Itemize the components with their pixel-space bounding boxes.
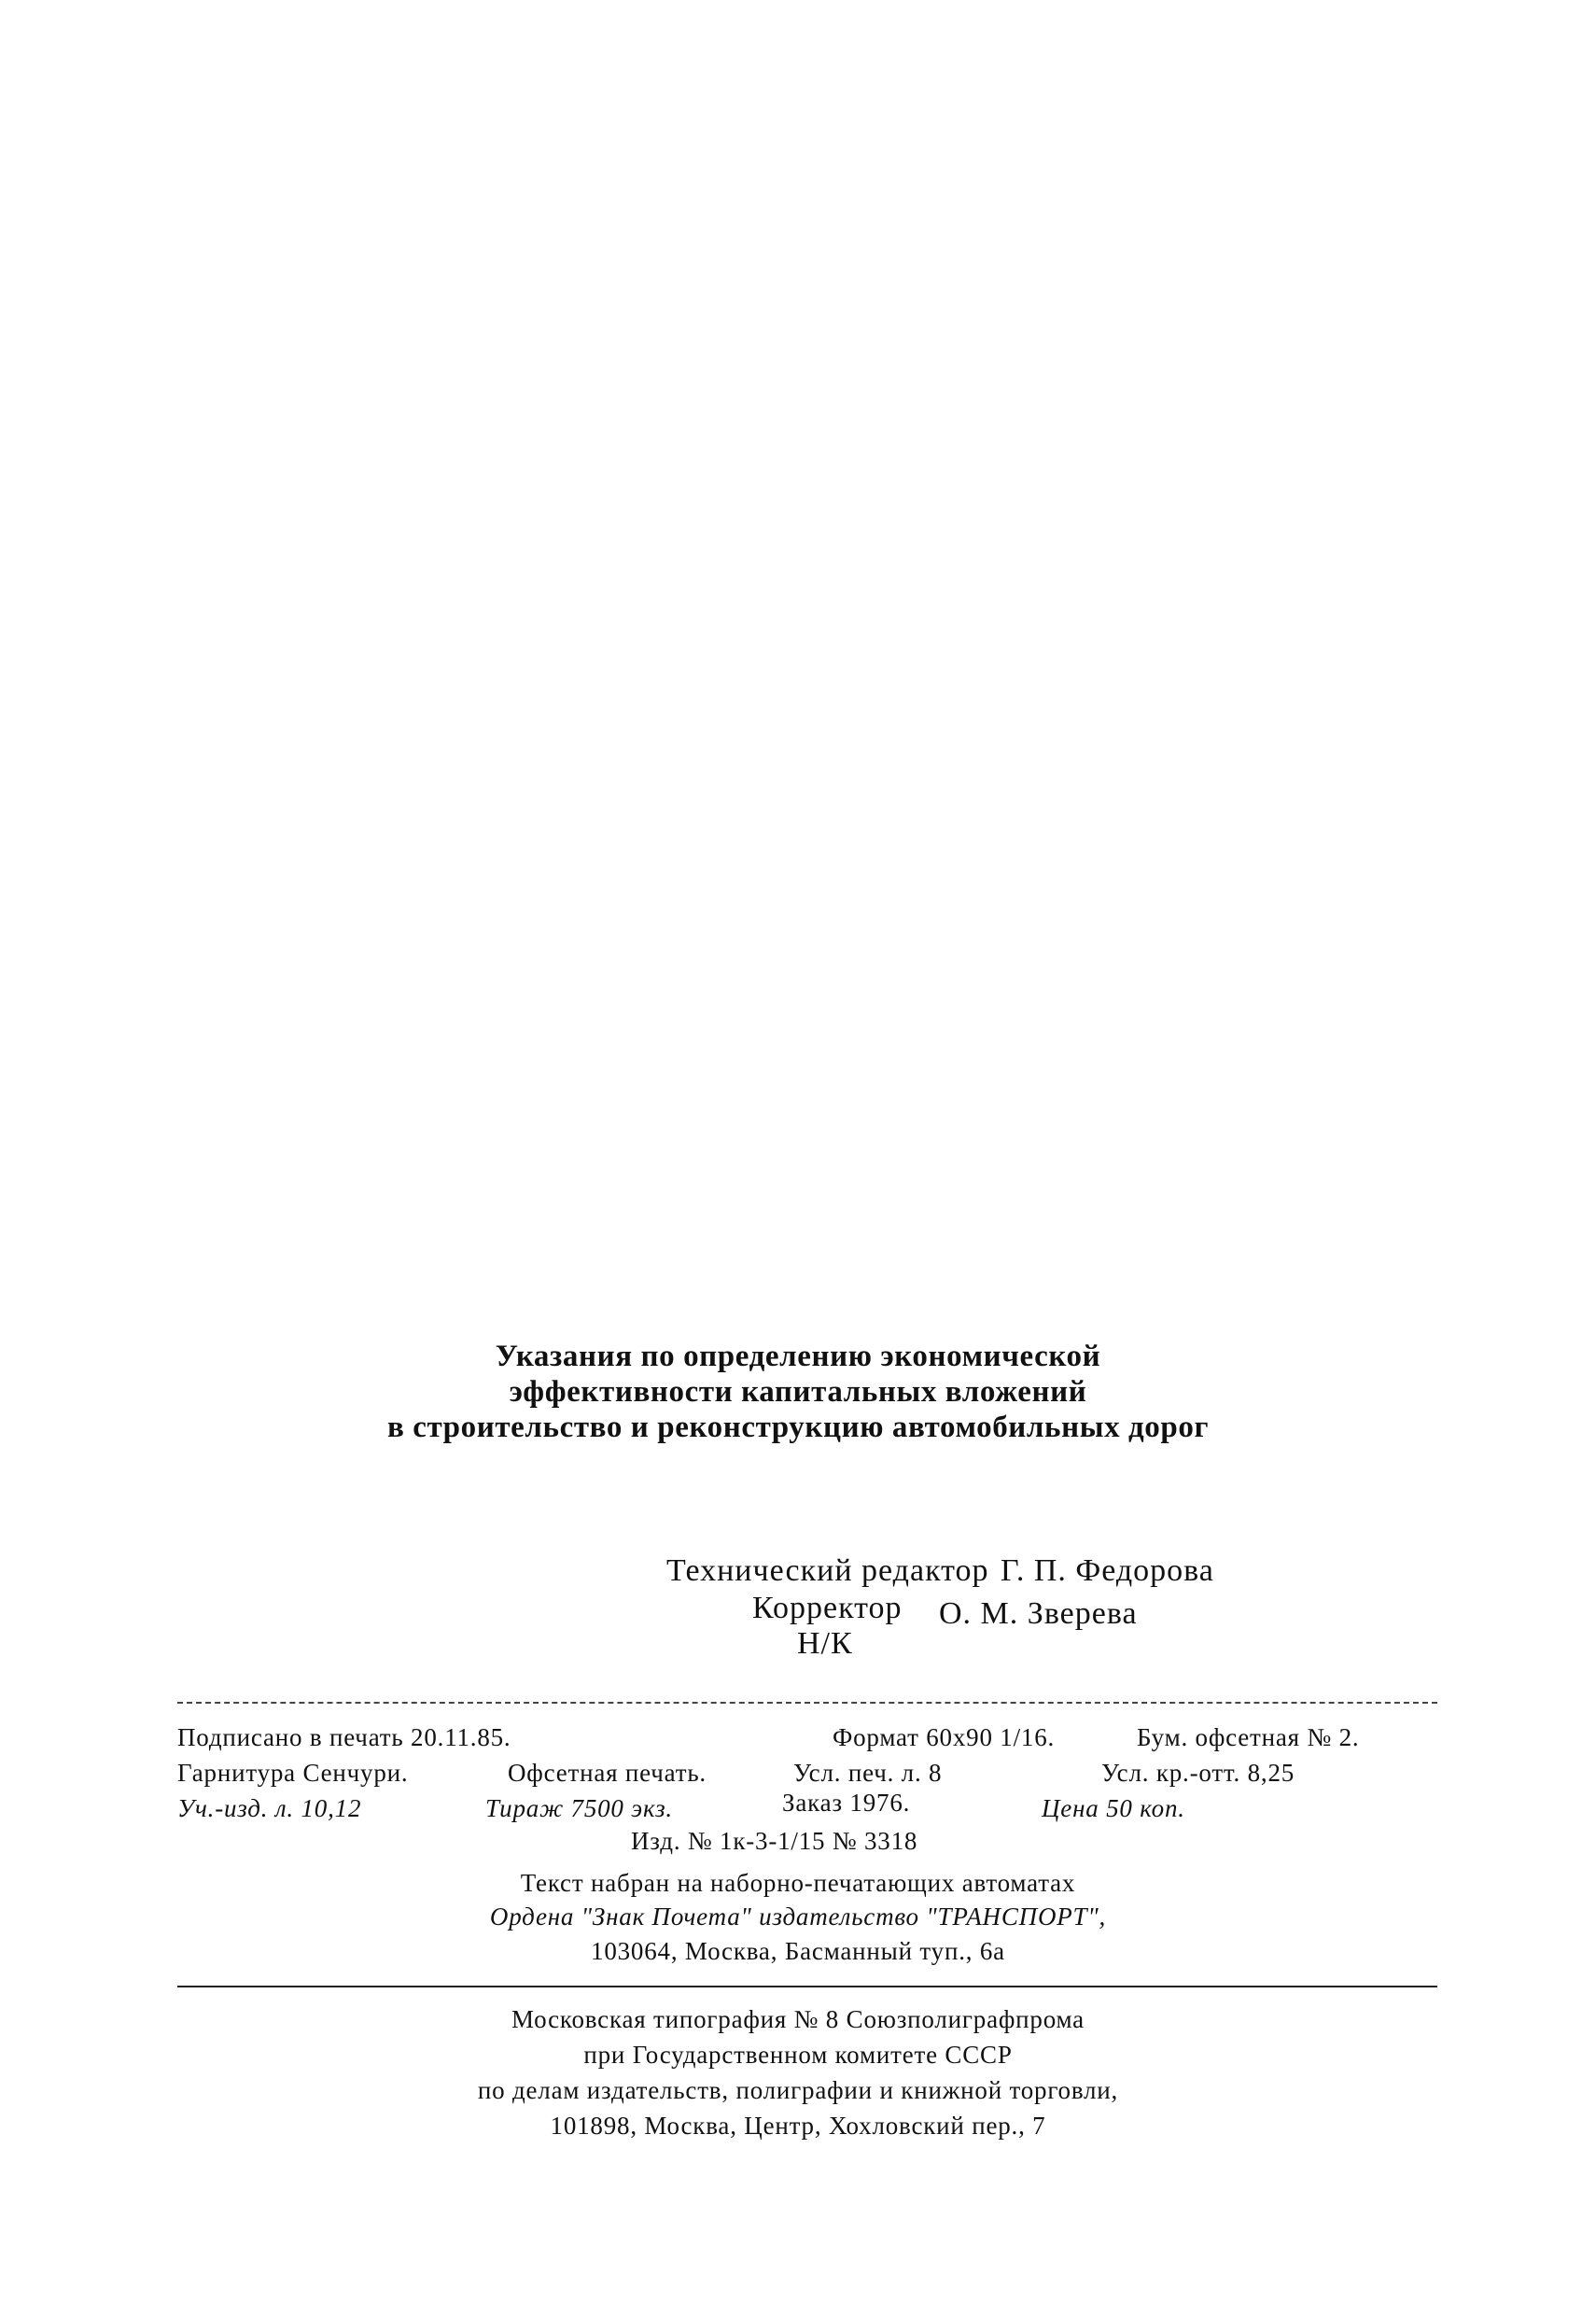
printer-line-2: при Государственном комитете СССР [583,2041,1013,2069]
corrector-name: О. М. Зверева [939,1596,1138,1631]
bottom-rule [177,1986,1437,1987]
printer-line-1: Московская типография № 8 Союзполиграфпрома [511,2005,1085,2033]
imprint-format: Формат 60x90 1/16. [833,1723,1056,1751]
printer-line-4: 101898, Москва, Центр, Хохловский пер., 7 [550,2112,1046,2140]
imprint-typeface: Гарнитура Сенчури. [177,1759,409,1787]
imprint-printing: Офсетная печать. [508,1759,707,1787]
title-line-1: Указания по определению экономической [495,1340,1101,1373]
imprint-pub-sheets: Уч.-изд. л. 10,12 [177,1794,362,1822]
top-rule [177,1702,1437,1704]
nk-mark: Н/К [797,1626,853,1661]
imprint-price: Цена 50 коп. [1042,1794,1185,1822]
corrector-label: Корректор [752,1591,903,1625]
imprint-order: Заказ 1976. [782,1789,911,1817]
imprint-pub-no: Изд. № 1к-3-1/15 № 3318 [631,1827,918,1855]
publisher-line-1: Текст набран на наборно-печатающих автоматах [520,1869,1076,1897]
publisher-line-2: Ордена "Знак Почета" издательство "ТРАНСПОРТ", [489,1903,1107,1931]
publisher-line-3: 103064, Москва, Басманный туп., 6а [591,1937,1005,1965]
tech-editor-label: Технический редактор [666,1553,989,1588]
title-line-2: эффективности капитальных вложений [509,1375,1087,1409]
imprint-run: Тираж 7500 экз. [485,1794,673,1822]
tech-editor-name: Г. П. Федорова [1001,1553,1214,1588]
imprint-color-sheets: Усл. кр.-отт. 8,25 [1101,1759,1295,1787]
imprint-paper: Бум. офсетная № 2. [1137,1723,1360,1751]
printer-line-3: по делам издательств, полиграфии и книжной торговли, [477,2076,1119,2104]
imprint-print-sheets: Усл. печ. л. 8 [793,1759,943,1787]
title-line-3: в строительство и реконструкцию автомобильных дорог [386,1411,1210,1444]
imprint-signed: Подписано в печать 20.11.85. [177,1723,511,1751]
